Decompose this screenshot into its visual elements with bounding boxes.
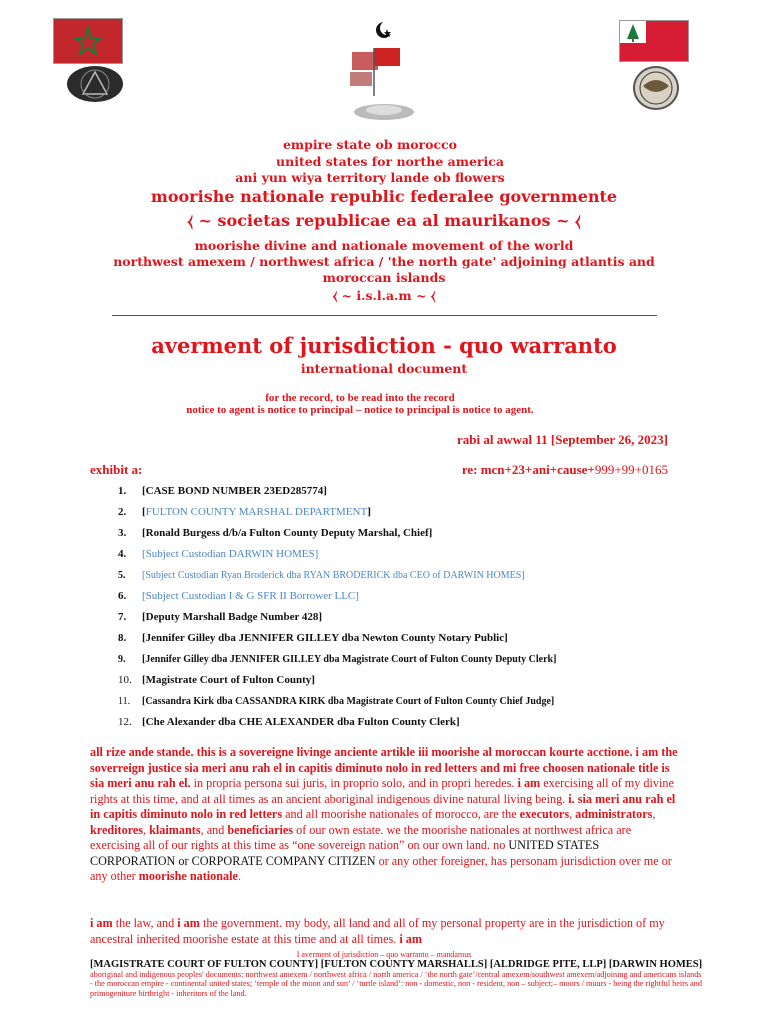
flourish-icon: ⧼ xyxy=(332,288,338,303)
header-movement: moorishe divine and nationale movement of the world xyxy=(194,238,574,253)
list-item: 12. [Che Alexander dba CHE ALEXANDER dba Fulton County Clerk] xyxy=(118,716,460,728)
header-islam: ⧼ ~ i.s.l.a.m ~ ⧼ xyxy=(332,288,436,303)
new-england-flag-image xyxy=(619,20,689,62)
header-islands: moroccan islands xyxy=(322,270,446,285)
list-item: 11. [Cassandra Kirk dba CASSANDRA KIRK dba Magistrate Court of Fulton County Chief Judge] xyxy=(118,696,555,707)
flourish-icon: ⧼ xyxy=(430,288,436,303)
header-line-territory: ani yun wiya territory lande ob flowers xyxy=(235,170,505,185)
list-item: 5. [Subject Custodian Ryan Broderick dba RYAN BRODERICK dba CEO of DARWIN HOMES] xyxy=(118,570,525,581)
list-item: 8. [Jennifer Gilley dba JENNIFER GILLEY dba Newton County Notary Public] xyxy=(118,632,508,644)
list-item: 9. [Jennifer Gilley dba JENNIFER GILLEY dba Magistrate Court of Fulton County Deputy Clerk] xyxy=(118,654,557,665)
header-line-empire: empire state ob morocco xyxy=(282,137,458,152)
document-subtitle: international document xyxy=(300,361,468,376)
crescent-flag-handshake-emblem xyxy=(330,20,434,124)
document-title: averment of jurisdiction - quo warranto xyxy=(151,333,617,358)
body-paragraph-1: all rize ande stande. this is a sovereigne livinge anciente artikle iii moorishe al moroccan kourte acctione. i am the soverreign justice sia meri anu rah el in capitis diminuto nolo in red letters and mi free choosen nationale title is sia meri anu rah el. in propria persona sui juris, in proprio solo, and in propri heredes. i am exercising all of my divine rights at this time, and at all times as an ancient aboriginal indigenous divine natural living being. i. sia meri anu rah el in capitis diminuto nolo in red letters and all moorishe nationales of morocco, are the executors, administrators, kreditores, klaimants, and beneficiaries of our own estate. we the moorishe nationales at northwest africa are exercising all of our rights at this time as “one sovereign nation” on our own land. no UNITED STATES CORPORATION or CORPORATE COMPANY CITIZEN or any other foreigner, has personam jurisdiction over me or any other moorishe nationale. xyxy=(90,745,678,883)
flourish-icon: ⧼ xyxy=(187,211,193,230)
eagle-seal-image xyxy=(633,66,679,110)
exhibit-label: exhibit a: xyxy=(90,462,143,477)
list-item: 2. [FULTON COUNTY MARSHAL DEPARTMENT] xyxy=(118,506,371,518)
list-item: 3. [Ronald Burgess d/b/a Fulton County Deputy Marshal, Chief] xyxy=(118,527,433,539)
list-item: 6. [Subject Custodian I & G SFR II Borrower LLC] xyxy=(118,590,359,602)
list-item: 7. [Deputy Marshall Badge Number 428] xyxy=(118,611,323,623)
flourish-icon: ⧼ xyxy=(575,211,581,230)
footer-text: [MAGISTRATE COURT OF FULTON COUNTY] [FULTON COUNTY MARSHALLS] [ALDRIDGE PITE, LLP] [DARWIN HOMES] aboriginal and indigenous peoples' documents: northwest amexem / northwest africa / north america / ‘the north gate’/central amexem/southwest amexem/adjoining and americans islands - the moroccan empire - continental united states; ‘temple of the moon and sun’ / ‘turtle island’: non - domestic, non - resident, non – subject;– moors / muurs - being the rightful heirs and primogeniture birthright - inheritors of the land. xyxy=(90,959,703,998)
morocco-flag-image xyxy=(53,18,123,64)
footer-title: I averment of jurisdiction – quo warranto – mandamus xyxy=(296,950,472,959)
record-line-2: notice to agent is notice to principal – notice to principal is notice to agent. xyxy=(186,404,534,416)
list-item: 10. [Magistrate Court of Fulton County] xyxy=(118,674,315,686)
header-divider xyxy=(112,315,657,316)
record-line-1: for the record, to be read into the record xyxy=(265,392,455,404)
header-northwest: northwest amexem / northwest africa / 'the north gate' adjoining atlantis and xyxy=(113,254,655,269)
header-line-united-states: united states for northe america xyxy=(276,154,504,169)
pyramid-seal-image xyxy=(67,66,123,102)
list-item: 4. [Subject Custodian DARWIN HOMES] xyxy=(118,548,319,560)
body-paragraph-2: i am the law, and i am the government. my body, all land and all of my personal property are in the jurisdiction of my ancestral inherited moorishe estate at this time and at all times. i am xyxy=(90,916,665,946)
reference-number: re: mcn+23+ani+cause+999+99+0165 xyxy=(461,462,668,477)
header-republic: moorishe nationale republic federalee governmente xyxy=(150,187,618,206)
list-item: 1. [CASE BOND NUMBER 23ED285774] xyxy=(118,485,327,497)
document-date: rabi al awwal 11 [September 26, 2023] xyxy=(457,432,668,447)
header-societas: ⧼ ~ societas republicae ea al maurikanos ~ ⧼ xyxy=(187,211,581,230)
